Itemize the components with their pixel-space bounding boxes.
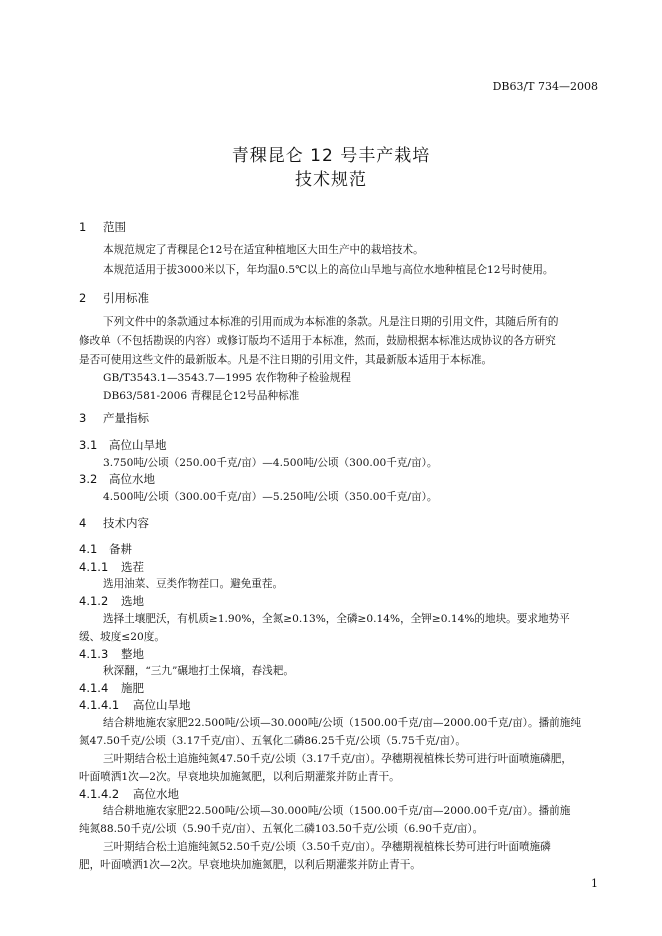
section-number: 1 — [79, 220, 87, 234]
section-3-heading — [79, 410, 149, 426]
subsection-3-2-heading — [79, 471, 155, 487]
paragraph: 秋深翻，“三九”碾地打土保墒，春浅耙。 — [103, 665, 294, 677]
section-number: 4 — [79, 516, 87, 530]
section-number: 3 — [79, 411, 87, 425]
paragraph-line: 缓、坡度≤20度。 — [79, 631, 165, 643]
section-title: 产量指标 — [103, 411, 149, 425]
paragraph-line: 纯氮88.50千克/公顷（5.90千克/亩）、五氧化二磷103.50千克/公顷（6.90千克/亩）。 — [79, 823, 484, 835]
subsection-title: 施肥 — [121, 681, 144, 695]
subsection-number: 4.1.3 — [79, 647, 109, 661]
section-title: 范围 — [103, 220, 126, 234]
subsection-number: 4.1.4.1 — [79, 698, 120, 712]
paragraph-line: 结合耕地施农家肥22.500吨/公顷—30.000吨/公顷（1500.00千克/亩—2000.00千克/亩）。播前施 — [103, 805, 571, 817]
paragraph-line: 下列文件中的条款通过本标准的引用而成为本标准的条款。凡是注日期的引用文件，其随后所有的 — [103, 316, 559, 328]
reference-item: GB/T3543.1—3543.7—1995 农作物种子检验规程 — [103, 372, 351, 384]
document-title-line2: 技术规范 — [295, 170, 367, 190]
section-1-heading — [79, 219, 126, 235]
subsection-number: 4.1.4 — [79, 681, 109, 695]
subsection-number: 4.1.1 — [79, 560, 109, 574]
subsection-number: 3.1 — [79, 438, 98, 452]
paragraph-line: 叶面喷洒1次—2次。早衰地块加施氮肥，以利后期灌浆并防止青干。 — [79, 771, 400, 783]
paragraph: 3.750吨/公顷（250.00千克/亩）—4.500吨/公顷（300.00千克/亩）。 — [103, 457, 438, 469]
paragraph: 本规范规定了青稞昆仑12号在适宜种植地区大田生产中的栽培技术。 — [103, 244, 424, 256]
subsection-title: 高位山旱地 — [133, 698, 191, 712]
paragraph: 4.500吨/公顷（300.00千克/亩）—5.250吨/公顷（350.00千克/亩）。 — [103, 491, 438, 503]
section-4-heading — [79, 515, 149, 531]
subsection-4-1-2-heading — [79, 593, 144, 609]
section-number: 2 — [79, 291, 87, 305]
document-title-line1: 青稞昆仑 12 号丰产栽培 — [231, 146, 431, 166]
paragraph-line: 氮47.50千克/公顷（3.17千克/亩）、五氧化二磷86.25千克/公顷（5.75千克/亩）。 — [79, 735, 466, 747]
subsection-number: 4.1.2 — [79, 594, 109, 608]
paragraph-line: 结合耕地施农家肥22.500吨/公顷—30.000吨/公顷（1500.00千克/亩—2000.00千克/亩）。播前施纯 — [103, 717, 581, 729]
standard-number: DB63/T 734—2008 — [492, 80, 598, 93]
paragraph: 本规范适用于拔3000米以下，年均温0.5℃以上的高位山旱地与高位水地种植昆仑12号时使用。 — [103, 264, 554, 276]
subsection-4-1-heading — [79, 541, 132, 557]
subsection-title: 高位山旱地 — [109, 438, 167, 452]
subsection-title: 备耕 — [109, 542, 132, 556]
paragraph-line: 肥，叶面喷洒1次—2次。早衰地块加施氮肥，以利后期灌浆并防止青干。 — [79, 859, 421, 871]
subsection-title: 选地 — [121, 594, 144, 608]
subsection-number: 4.1 — [79, 542, 98, 556]
subsection-3-1-heading — [79, 437, 167, 453]
section-title: 技术内容 — [103, 516, 149, 530]
subsection-4-1-4-2-heading — [79, 786, 179, 802]
section-title: 引用标准 — [103, 291, 149, 305]
subsection-title: 高位水地 — [109, 472, 155, 486]
reference-item: DB63/581-2006 青稞昆仑12号品种标准 — [103, 390, 300, 402]
paragraph-line: 是否可使用这些文件的最新版本。凡是不注日期的引用文件，其最新版本适用于本标准。 — [79, 354, 493, 366]
subsection-4-1-1-heading — [79, 559, 144, 575]
subsection-title: 高位水地 — [133, 787, 179, 801]
subsection-4-1-4-1-heading — [79, 697, 191, 713]
paragraph: 选用油菜、豆类作物茬口。避免重茬。 — [103, 578, 284, 590]
paragraph-line: 选择土壤肥沃，有机质≥1.90%，全氮≥0.13%，全磷≥0.14%，全钾≥0.14%的地块。要求地势平 — [103, 613, 570, 625]
subsection-number: 4.1.4.2 — [79, 787, 120, 801]
paragraph-line: 修改单（不包括勘误的内容）或修订版均不适用于本标准，然而，鼓励根据本标准达成协议的各方研究 — [79, 335, 556, 347]
subsection-4-1-4-heading — [79, 680, 144, 696]
section-2-heading — [79, 290, 149, 306]
paragraph-line: 三叶期结合松土追施纯氮47.50千克/公顷（3.17千克/亩）。孕穗期视植株长势可进行叶面喷施磷肥， — [103, 753, 572, 765]
page-number: 1 — [591, 877, 598, 890]
paragraph-line: 三叶期结合松土追施纯氮52.50千克/公顷（3.50千克/亩）。孕穗期视植株长势可进行叶面喷施磷 — [103, 841, 551, 853]
subsection-title: 选茬 — [121, 560, 144, 574]
subsection-number: 3.2 — [79, 472, 98, 486]
subsection-4-1-3-heading — [79, 646, 144, 662]
subsection-title: 整地 — [121, 647, 144, 661]
